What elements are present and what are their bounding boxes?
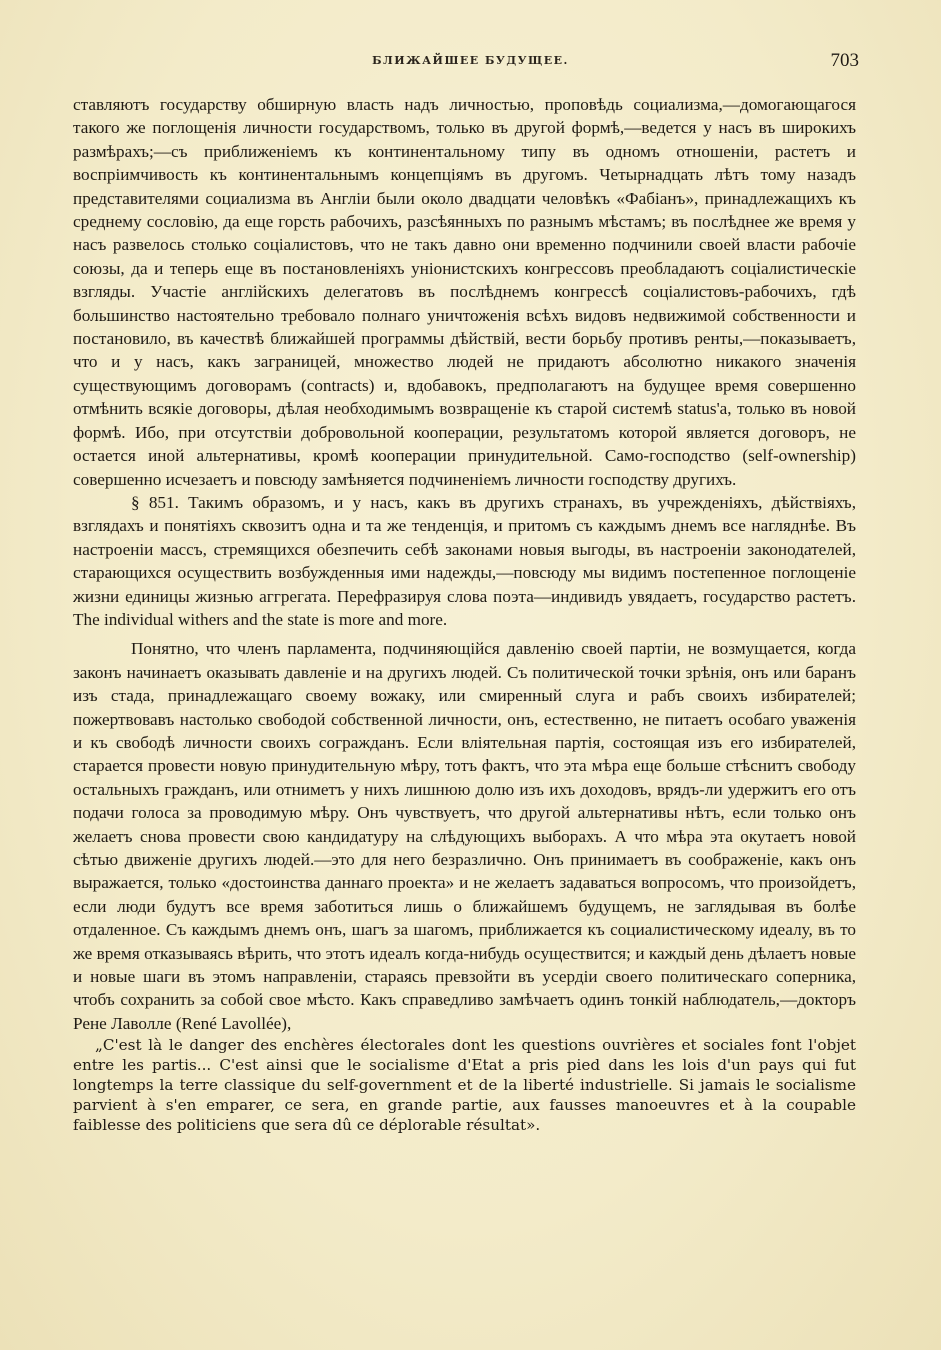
body-text [73,93,856,1135]
paragraph-continuation: ставляютъ государству обширную власть надъ личностью, проповѣдь социализма,—домогающагося такого же поглощенія личности государствомъ, только въ другой формѣ,—ведется у насъ въ широкихъ размѣрахъ;—съ приближеніемъ къ континентальному типу въ одномъ отношеніи, растетъ и воспріимчивость къ континентальнымъ концепціямъ въ другомъ. Четырнадцать лѣтъ тому назадъ представителями социализма въ Англіи были около двадцати человѣкъ «Фабіанъ», принадлежащихъ къ среднему сословію, да еще горсть рабочихъ, разсѣянныхъ по разнымъ мѣстамъ; въ послѣднее же время у насъ развелось столько соціалистовъ, что не такъ давно они временно подчинили своей власти рабочіе союзы, да и теперь еще въ постановленіяхъ уніонистскихъ конгрессовъ преобладаютъ соціалистическіе взгляды. Участіе англійскихъ делегатовъ въ послѣднемъ конгрессѣ соціалистовъ-рабочихъ, гдѣ большинство настоятельно требовало полнаго уничтоженія всѣхъ видовъ недвижимой собственности и постановило, въ качествѣ ближайшей программы дѣйствій, вести борьбу противъ ренты,—показываетъ, что и у насъ, какъ заграницей, множество людей не придаютъ абсолютно никакого значенія существующимъ договорамъ (contracts) и, вдобавокъ, предполагаютъ на будущее время совершенно отмѣнить всякіе договоры, дѣлая необходимымъ возвращеніе къ старой системѣ status'а, только въ новой формѣ. Ибо, при отсутствіи добровольной кооперации, результатомъ которой является договоръ, не остается иной альтернативы, кромѣ кооперации принудительной. Само-господство (self-ownership) совершенно исчезаетъ и повсюду замѣняется подчиненіемъ личности господству другихъ. [73,95,856,489]
paragraph-section-851: § 851. Такимъ образомъ, и у насъ, какъ въ другихъ странахъ, въ учрежденіяхъ, дѣйствіяхъ, взглядахъ и понятіяхъ сквозитъ одна и та же тенденція, и притомъ съ каждымъ днемъ все нагляднѣе. Въ настроеніи массъ, стремящихся обезпечить себѣ законами новыя выгоды, въ настроеніи законодателей, старающихся осуществить возбужденныя ими надежды,—повсюду мы видимъ постепенное поглощеніе жизни единицы жизнью аггрегата. Перефразируя слова поэта—индивидъ увядаетъ, государство растетъ. The individual withers and the state is more and more. [73,492,856,629]
running-title: БЛИЖАЙШЕЕ БУДУЩЕЕ. [372,54,569,67]
paragraph-member-of-parliament: Понятно, что членъ парламента, подчиняющійся давленію своей партіи, не возмущается, когда законъ начинаетъ оказывать давленіе и на другихъ людей. Съ политической точки зрѣнія, онъ или баранъ изъ стада, принадлежащаго своему вожаку, или смиренный слуга и рабъ своихъ избирателей; пожертвовавъ настолько свободой собственной личности, онъ, естественно, не питаетъ особаго уваженія и къ свободѣ личности своихъ согражданъ. Если вліятельная партія, состоящая изъ его избирателей, старается провести новую принудительную мѣру, тотъ фактъ, что эта мѣра еще больше стѣснитъ свободу остальныхъ гражданъ, или отниметъ у нихъ лишнюю долю изъ ихъ доходовъ, врядъ-ли удержитъ его отъ подачи голоса за проводимую мѣру. Онъ чувствуетъ, что другой альтернативы нѣтъ, если только онъ желаетъ снова провести свою кандидатуру на слѣдующихъ выборахъ. А что мѣра эта окутаетъ новой сѣтью движеніе другихъ людей.—это для него безразлично. Онъ принимаетъ въ соображеніе, какъ онъ выражается, только «достоинства даннаго проекта» и не желаетъ задаваться вопросомъ, что произойдетъ, если люди будутъ все время заботиться лишь о ближайшемъ будущемъ, не заглядывая въ болѣе отдаленное. Съ каждымъ днемъ онъ, шагъ за шагомъ, приближается къ социалистическому идеалу, въ то же время отказываясь вѣрить, что этотъ идеалъ когда-нибудь осуществится; и каждый день дѣлаетъ новые и новые шаги въ этомъ направленіи, стараясь превзойти въ усердіи своего политическаго соперника, чтобъ сохранить за собой свое мѣсто. Какъ справедливо замѣчаетъ одинъ тонкій наблюдатель,—докторъ Рене Лаволле (René Lavollée), [73,639,856,1033]
french-quotation: „C'est là le danger des enchères électorales dont les questions ouvrières et sociales font l'objet entre les partis... C'est ainsi que le socialisme d'Etat a pris pied dans les lois d'un pays qui fut longtemps la terre classique du self-government et de la liberté industrielle. Si jamais le socialisme parvient à s'en emparer, ce sera, en grande partie, aux fausses manoeuvres et à la coupable faiblesse des politiciens que sera dû ce déplorable résultat». [73,1036,856,1135]
page-number: 703 [830,50,859,71]
page-header [0,50,941,74]
